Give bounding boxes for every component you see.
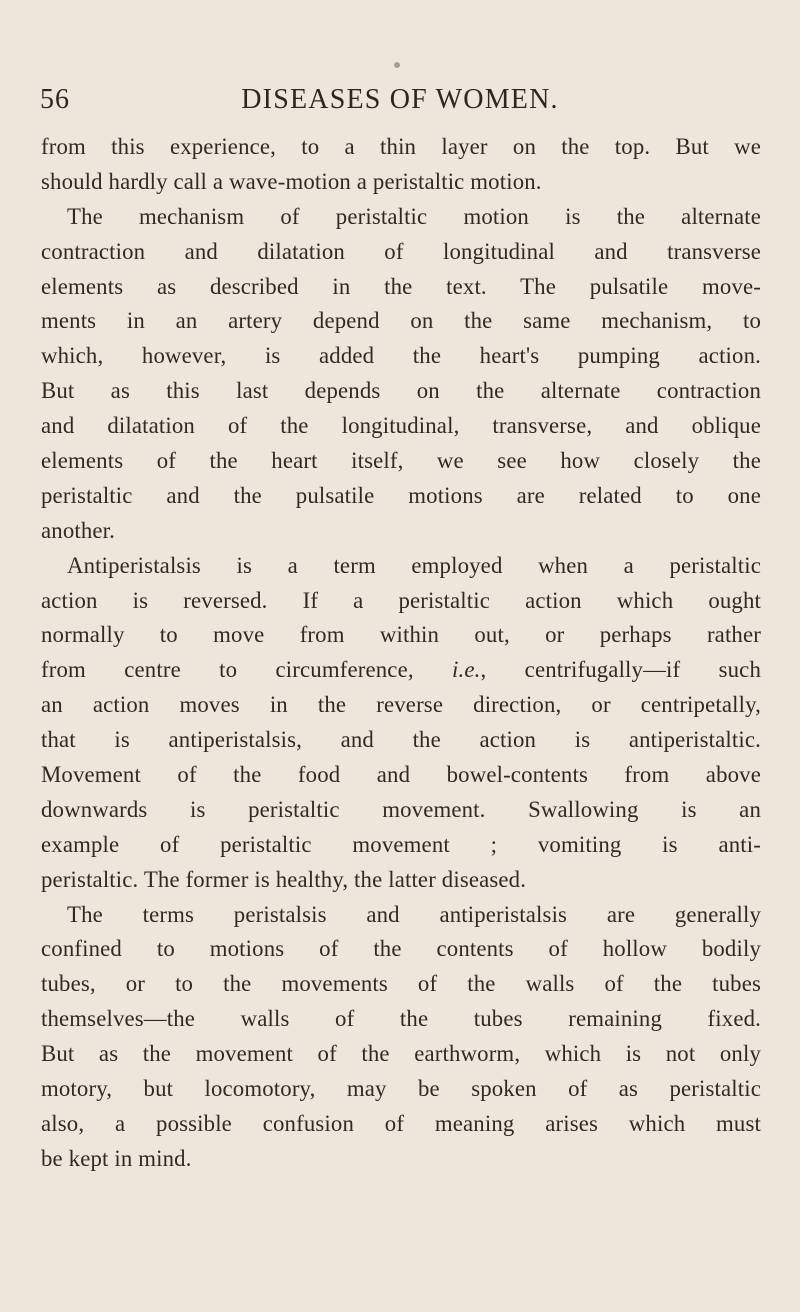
text-line: another.: [41, 517, 115, 543]
text-line: peristaltic and the pulsatile motions are related to one: [41, 482, 761, 508]
text-line: ments in an artery depend on the same mechanism, to: [41, 308, 761, 334]
text-line: be kept in mind.: [41, 1145, 192, 1171]
text-line: that is antiperistalsis, and the action is antiperistaltic.: [41, 727, 761, 753]
text-line: from this experience, to a thin layer on the top. But we: [41, 134, 761, 159]
text-line: Antiperistalsis is a term employed when a peristaltic: [67, 552, 761, 578]
text-line: But as this last depends on the alternate contraction: [41, 378, 761, 404]
italic-abbreviation: i.e.: [452, 657, 481, 683]
text-line: should hardly call a wave-motion a peristaltic motion.: [41, 168, 542, 194]
text-line: action is reversed. If a peristaltic action which ought: [41, 587, 761, 613]
text-line: normally to move from within out, or perhaps rather: [41, 622, 761, 648]
text-line: an action moves in the reverse direction, or centripetally,: [41, 692, 761, 718]
text-line: themselves—the walls of the tubes remaining fixed.: [41, 1006, 761, 1032]
page-number: 56: [40, 84, 70, 115]
ornament-dot: [394, 62, 400, 68]
text-line: tubes, or to the movements of the walls of the tubes: [41, 971, 761, 997]
text-line: elements as described in the text. The pulsatile move-: [41, 273, 761, 299]
text-line: example of peristaltic movement ; vomiting is anti-: [41, 831, 761, 857]
text-line: contraction and dilatation of longitudinal and transverse: [41, 238, 761, 264]
text-line: elements of the heart itself, we see how closely the: [41, 448, 761, 474]
text-line: motory, but locomotory, may be spoken of as peristaltic: [41, 1076, 761, 1102]
text-line: [41, 653, 761, 688]
text-line: The mechanism of peristaltic motion is the alternate: [67, 203, 761, 229]
text-line: But as the movement of the earthworm, which is not only: [41, 1041, 761, 1067]
text-line: Movement of the food and bowel-contents from above: [41, 762, 761, 788]
text-line: and dilatation of the longitudinal, transverse, and oblique: [41, 413, 761, 439]
body-text: [41, 130, 761, 1177]
running-title: DISEASES OF WOMEN.: [241, 84, 559, 115]
running-head: [40, 84, 760, 124]
text-line: peristaltic. The former is healthy, the latter diseased.: [41, 866, 527, 892]
text-line: which, however, is added the heart's pumping action.: [41, 343, 761, 369]
text-fragment: , centrifugally—if such: [480, 657, 761, 683]
text-fragment: from centre to circumference,: [41, 657, 453, 683]
text-line: confined to motions of the contents of hollow bodily: [41, 936, 761, 962]
text-line: The terms peristalsis and antiperistalsis are generally: [67, 901, 761, 927]
text-line: downwards is peristaltic movement. Swallowing is an: [41, 796, 761, 822]
text-line: also, a possible confusion of meaning arises which must: [41, 1110, 761, 1136]
